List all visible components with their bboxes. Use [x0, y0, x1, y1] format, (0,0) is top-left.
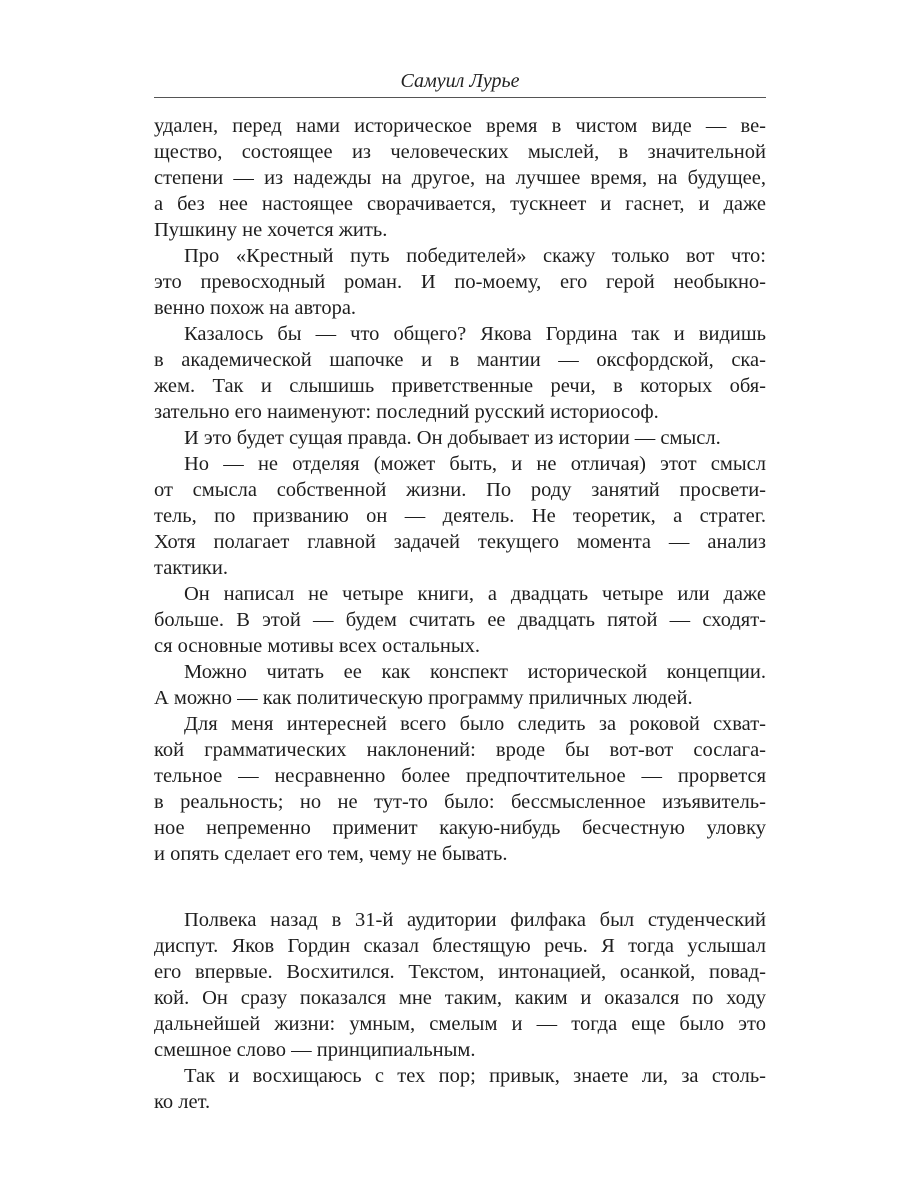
- text-line: Хотя полагает главной задачей текущего момента — анализ: [154, 531, 766, 553]
- text-line: ся основные мотивы всех остальных.: [154, 635, 480, 657]
- text-line: это превосходный роман. И по-моему, его герой необыкно-: [154, 271, 766, 293]
- text-line: удален, перед нами историческое время в чистом виде — ве-: [154, 115, 766, 137]
- paragraph: [154, 581, 766, 659]
- paragraph: [154, 1063, 766, 1115]
- text-line: Можно читать ее как конспект исторической концепции.: [184, 661, 766, 683]
- paragraph: [154, 425, 766, 451]
- text-line: степени — из надежды на другое, на лучшее время, на будущее,: [154, 167, 766, 189]
- text-line: А можно — как политическую программу приличных людей.: [154, 687, 693, 709]
- text-line: кой. Он сразу показался мне таким, каким и оказался по ходу: [154, 987, 766, 1009]
- text-line: Про «Крестный путь победителей» скажу только вот что:: [184, 245, 766, 267]
- text-line: дальнейшей жизни: умным, смелым и — тогда еще было это: [154, 1013, 766, 1035]
- text-line: Так и восхищаюсь с тех пор; привык, знаете ли, за столь-: [184, 1065, 766, 1087]
- text-line: жем. Так и слышишь приветственные речи, в которых обя-: [154, 375, 766, 397]
- text-line: Пушкину не хочется жить.: [154, 219, 388, 241]
- paragraph: [154, 659, 766, 711]
- text-line: а без нее настоящее сворачивается, тускнеет и гаснет, и даже: [154, 193, 766, 215]
- text-line: в реальность; но не тут-то было: бессмысленное изъявитель-: [154, 791, 766, 813]
- text-line: И это будет сущая правда. Он добывает из истории — смысл.: [184, 427, 721, 449]
- text-section-1: [154, 113, 766, 867]
- text-line: диспут. Яков Гордин сказал блестящую речь. Я тогда услышал: [154, 935, 766, 957]
- text-line: тель, по призванию он — деятель. Не теоретик, а стратег.: [154, 505, 766, 527]
- text-line: ное непременно применит какую-нибудь бесчестную уловку: [154, 817, 766, 839]
- text-line: венно похож на автора.: [154, 297, 357, 319]
- text-line: Он написал не четыре книги, а двадцать четыре или даже: [184, 583, 766, 605]
- paragraph: [154, 243, 766, 321]
- paragraph: [154, 907, 766, 1063]
- text-line: Для меня интересней всего было следить за роковой схват-: [184, 713, 766, 735]
- section-break: [154, 867, 766, 907]
- body-text: [154, 113, 766, 1115]
- text-section-2: [154, 907, 766, 1115]
- text-line: Но — не отделяя (может быть, и не отличая) этот смысл: [184, 453, 766, 475]
- text-line: тельное — несравненно более предпочтительное — прорвется: [154, 765, 766, 787]
- paragraph: [154, 321, 766, 425]
- text-line: зательно его наименуют: последний русский историософ.: [154, 401, 659, 423]
- paragraph: [154, 113, 766, 243]
- text-line: смешное слово — принципиальным.: [154, 1039, 476, 1061]
- text-line: больше. В этой — будем считать ее двадцать пятой — сходят-: [154, 609, 766, 631]
- paragraph: [154, 451, 766, 581]
- text-line: в академической шапочке и в мантии — оксфордской, ска-: [154, 349, 766, 371]
- paragraph: [154, 711, 766, 867]
- text-line: и опять сделает его тем, чему не бывать.: [154, 843, 508, 865]
- header-rule: [154, 97, 766, 98]
- running-header: Самуил Лурье: [400, 70, 520, 92]
- text-line: ко лет.: [154, 1091, 211, 1113]
- text-line: его впервые. Восхитился. Текстом, интонацией, осанкой, повад-: [154, 961, 766, 983]
- text-line: кой грамматических наклонений: вроде бы вот-вот сослага-: [154, 739, 766, 761]
- text-line: тактики.: [154, 557, 228, 579]
- text-line: Казалось бы — что общего? Якова Гордина так и видишь: [184, 323, 766, 345]
- text-line: щество, состоящее из человеческих мыслей, в значительной: [154, 141, 766, 163]
- text-line: Полвека назад в 31-й аудитории филфака был студенческий: [184, 909, 766, 931]
- text-line: от смысла собственной жизни. По роду занятий просвети-: [154, 479, 766, 501]
